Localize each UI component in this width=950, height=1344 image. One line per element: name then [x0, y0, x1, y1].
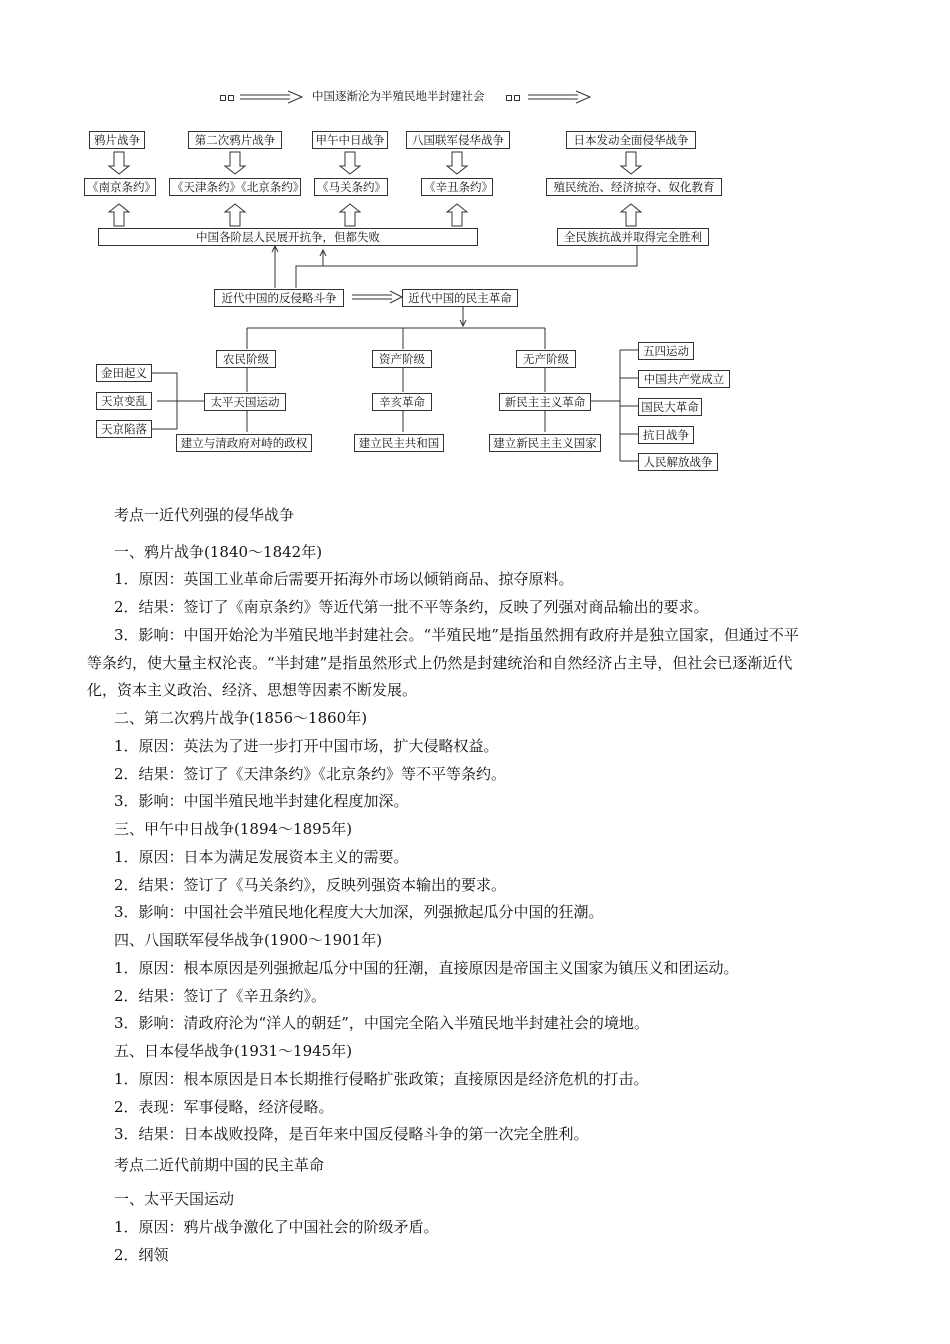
movement-new-democratic: 新民主主义革命 [499, 393, 591, 411]
paragraph: 1．原因：英国工业革命后需要开拓海外市场以倾销商品、掠夺原料。 [114, 570, 574, 588]
paragraph: 1．原因：鸦片战争激化了中国社会的阶级矛盾。 [114, 1218, 439, 1236]
event-liberation: 人民解放战争 [638, 453, 718, 471]
paragraph: 2．结果：签订了《南京条约》等近代第一批不平等条约，反映了列强对商品输出的要求。 [114, 598, 709, 616]
paragraph: 3．影响：中国开始沦为半殖民地半封建社会。“半殖民地”是指虽然拥有政府并是独立国家，但通过不平 [114, 626, 799, 644]
bullet-square [228, 95, 234, 101]
paragraph: 2．纲领 [114, 1246, 169, 1264]
class-peasant: 农民阶级 [216, 350, 276, 368]
paragraph: 2．结果：签订了《马关条约》，反映列强资本输出的要求。 [114, 876, 507, 894]
war-opium: 鸦片战争 [89, 131, 145, 149]
section-heading: 考点二近代前期中国的民主革命 [114, 1156, 325, 1174]
democratic-revolution: 近代中国的民主革命 [402, 289, 518, 307]
section-heading: 考点一近代列强的侵华战争 [114, 506, 295, 524]
anti-aggression-struggle: 近代中国的反侵略斗争 [214, 289, 344, 307]
bullet-square [514, 95, 520, 101]
paragraph: 2．结果：签订了《天津条约》《北京条约》等不平等条约。 [114, 765, 507, 783]
paragraph: 3．影响：清政府沦为“洋人的朝廷”，中国完全陷入半殖民地半封建社会的境地。 [114, 1014, 649, 1032]
subsection-heading: 一、鸦片战争(1840～1842年) [114, 543, 323, 561]
paragraph: 1．原因：根本原因是日本长期推行侵略扩张政策；直接原因是经济危机的打击。 [114, 1070, 649, 1088]
movement-xinhai: 辛亥革命 [372, 393, 432, 411]
treaty-tianjin-beijing: 《天津条约》《北京条约》 [169, 178, 301, 196]
class-proletariat: 无产阶级 [516, 350, 576, 368]
class-bourgeois: 资产阶级 [372, 350, 432, 368]
subsection-heading: 二、第二次鸦片战争(1856～1860年) [114, 709, 368, 727]
subsection-heading: 五、日本侵华战争(1931～1945年) [114, 1042, 353, 1060]
bullet-square [506, 95, 512, 101]
paragraph: 3．结果：日本战败投降，是百年来中国反侵略斗争的第一次完全胜利。 [114, 1125, 589, 1143]
result-xinhai: 建立民主共和国 [354, 434, 444, 452]
paragraph: 3．影响：中国半殖民地半封建化程度加深。 [114, 792, 409, 810]
event-ccp-founding: 中国共产党成立 [638, 370, 730, 388]
movement-taiping: 太平天国运动 [204, 393, 286, 411]
treaty-nanjing: 《南京条约》 [84, 178, 156, 196]
event-tianjing-upheaval: 天京变乱 [96, 392, 152, 410]
paragraph: 1．原因：日本为满足发展资本主义的需要。 [114, 848, 409, 866]
event-may-fourth: 五四运动 [638, 342, 694, 360]
paragraph: 3．影响：中国社会半殖民地化程度大大加深，列强掀起瓜分中国的狂潮。 [114, 903, 604, 921]
result-taiping: 建立与清政府对峙的政权 [176, 434, 312, 452]
paragraph: 2．结果：签订了《辛丑条约》。 [114, 987, 327, 1005]
result-new-democratic: 建立新民主主义国家 [489, 434, 601, 452]
japan-colonial-rule: 殖民统治、经济掠夺、奴化教育 [546, 178, 722, 196]
diagram-top-title: 中国逐渐沦为半殖民地半封建社会 [312, 89, 485, 103]
subsection-heading: 四、八国联军侵华战争(1900～1901年) [114, 931, 383, 949]
treaty-shimonoseki: 《马关条约》 [314, 178, 388, 196]
event-national-revolution: 国民大革命 [638, 398, 702, 416]
war-japan-full: 日本发动全面侵华战争 [566, 131, 696, 149]
event-anti-japanese: 抗日战争 [638, 426, 694, 444]
event-tianjing-fall: 天京陷落 [96, 420, 152, 438]
event-jintian: 金田起义 [96, 364, 152, 382]
subsection-heading: 一、太平天国运动 [114, 1190, 235, 1208]
subsection-heading: 三、甲午中日战争(1894～1895年) [114, 820, 353, 838]
treaty-boxer: 《辛丑条约》 [421, 178, 493, 196]
paragraph: 1．原因：根本原因是列强掀起瓜分中国的狂潮，直接原因是帝国主义国家为镇压义和团运动。 [114, 959, 739, 977]
war-second-opium: 第二次鸦片战争 [188, 131, 282, 149]
paragraph: 2．表现：军事侵略，经济侵略。 [114, 1098, 334, 1116]
resistance-failed: 中国各阶层人民展开抗争，但都失败 [98, 228, 478, 246]
paragraph: 等条约，使大量主权沦丧。“半封建”是指虽然形式上仍然是封建统治和自然经济占主导，但社会已逐渐近代 [87, 654, 793, 672]
war-sino-japanese: 甲午中日战争 [312, 131, 388, 149]
bullet-square [220, 95, 226, 101]
resistance-victory: 全民族抗战并取得完全胜利 [557, 228, 709, 246]
concept-diagram [0, 0, 950, 480]
paragraph: 1．原因：英法为了进一步打开中国市场，扩大侵略权益。 [114, 737, 499, 755]
paragraph: 化，资本主义政治、经济、思想等因素不断发展。 [87, 681, 418, 699]
war-eight-nation: 八国联军侵华战争 [406, 131, 510, 149]
